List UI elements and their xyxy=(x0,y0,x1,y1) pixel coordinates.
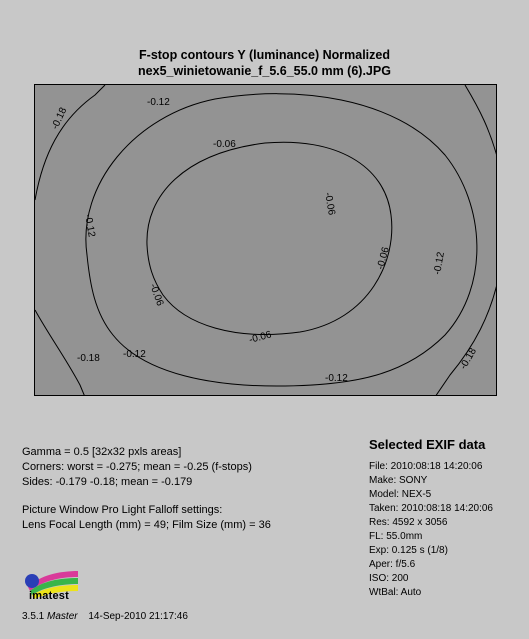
contour-svg xyxy=(35,85,497,396)
contour-label-inner-left: -0.06 xyxy=(147,282,166,308)
exif-taken: Taken: 2010:08:18 14:20:06 xyxy=(369,503,493,514)
contour-line-middle xyxy=(86,94,477,386)
contour-label-middle-right: -0.12 xyxy=(432,251,447,276)
exif-iso: ISO: 200 xyxy=(369,573,409,584)
exif-wtbal: WtBal: Auto xyxy=(369,587,422,598)
exif-exp: Exp: 0.125 s (1/8) xyxy=(369,545,448,556)
footer xyxy=(22,611,188,622)
contour-label-outer-bl: -0.18 xyxy=(77,353,100,364)
contour-label-inner-right2: -0.06 xyxy=(375,245,392,271)
exif-fl: FL: 55.0mm xyxy=(369,531,423,542)
corners-text: Corners: worst = -0.275; mean = -0.25 (f-stops) xyxy=(22,461,252,473)
contour-line-outer-tr xyxy=(465,85,497,160)
contour-label-outer-tl: -0.18 xyxy=(49,105,70,132)
footer-version: 3.5.1 xyxy=(22,611,45,622)
contour-label-middle-left: -0.12 xyxy=(82,213,97,238)
contour-label-outer-br: -0.18 xyxy=(458,346,479,372)
contour-plot xyxy=(34,84,497,396)
exif-make: Make: SONY xyxy=(369,475,428,486)
pw-settings-title: Picture Window Pro Light Falloff settings: xyxy=(22,504,223,516)
contour-label-inner-bottom: -0.06 xyxy=(247,329,273,346)
sides-text: Sides: -0.179 -0.18; mean = -0.179 xyxy=(22,476,193,488)
gamma-text: Gamma = 0.5 [32x32 pxls areas] xyxy=(22,446,182,458)
plot-title: F-stop contours Y (luminance) Normalized xyxy=(139,48,390,62)
exif-file: File: 2010:08:18 14:20:06 xyxy=(369,461,483,472)
pw-settings-values: Lens Focal Length (mm) = 49; Film Size (mm) = 36 xyxy=(22,519,271,531)
exif-title: Selected EXIF data xyxy=(369,437,486,452)
imatest-logo-text: imatest xyxy=(29,590,69,602)
contour-line-outer-br xyxy=(435,280,497,396)
contour-label-inner-right: -0.06 xyxy=(322,191,337,216)
contour-label-inner-top: -0.06 xyxy=(213,139,236,150)
contour-line-outer-tl xyxy=(35,85,105,200)
footer-date: 14-Sep-2010 21:17:46 xyxy=(88,611,188,622)
exif-res: Res: 4592 x 3056 xyxy=(369,517,448,528)
footer-build: Master xyxy=(47,611,78,622)
exif-aper: Aper: f/5.6 xyxy=(369,559,416,570)
contour-label-middle-top: -0.12 xyxy=(147,97,170,108)
contour-label-middle-bottom-left: -0.12 xyxy=(123,349,146,360)
plot-subtitle: nex5_winietowanie_f_5.6_55.0 mm (6).JPG xyxy=(138,64,391,78)
contour-line-inner xyxy=(147,142,392,334)
contour-label-middle-bottom: -0.12 xyxy=(325,373,348,384)
exif-model: Model: NEX-5 xyxy=(369,489,432,500)
